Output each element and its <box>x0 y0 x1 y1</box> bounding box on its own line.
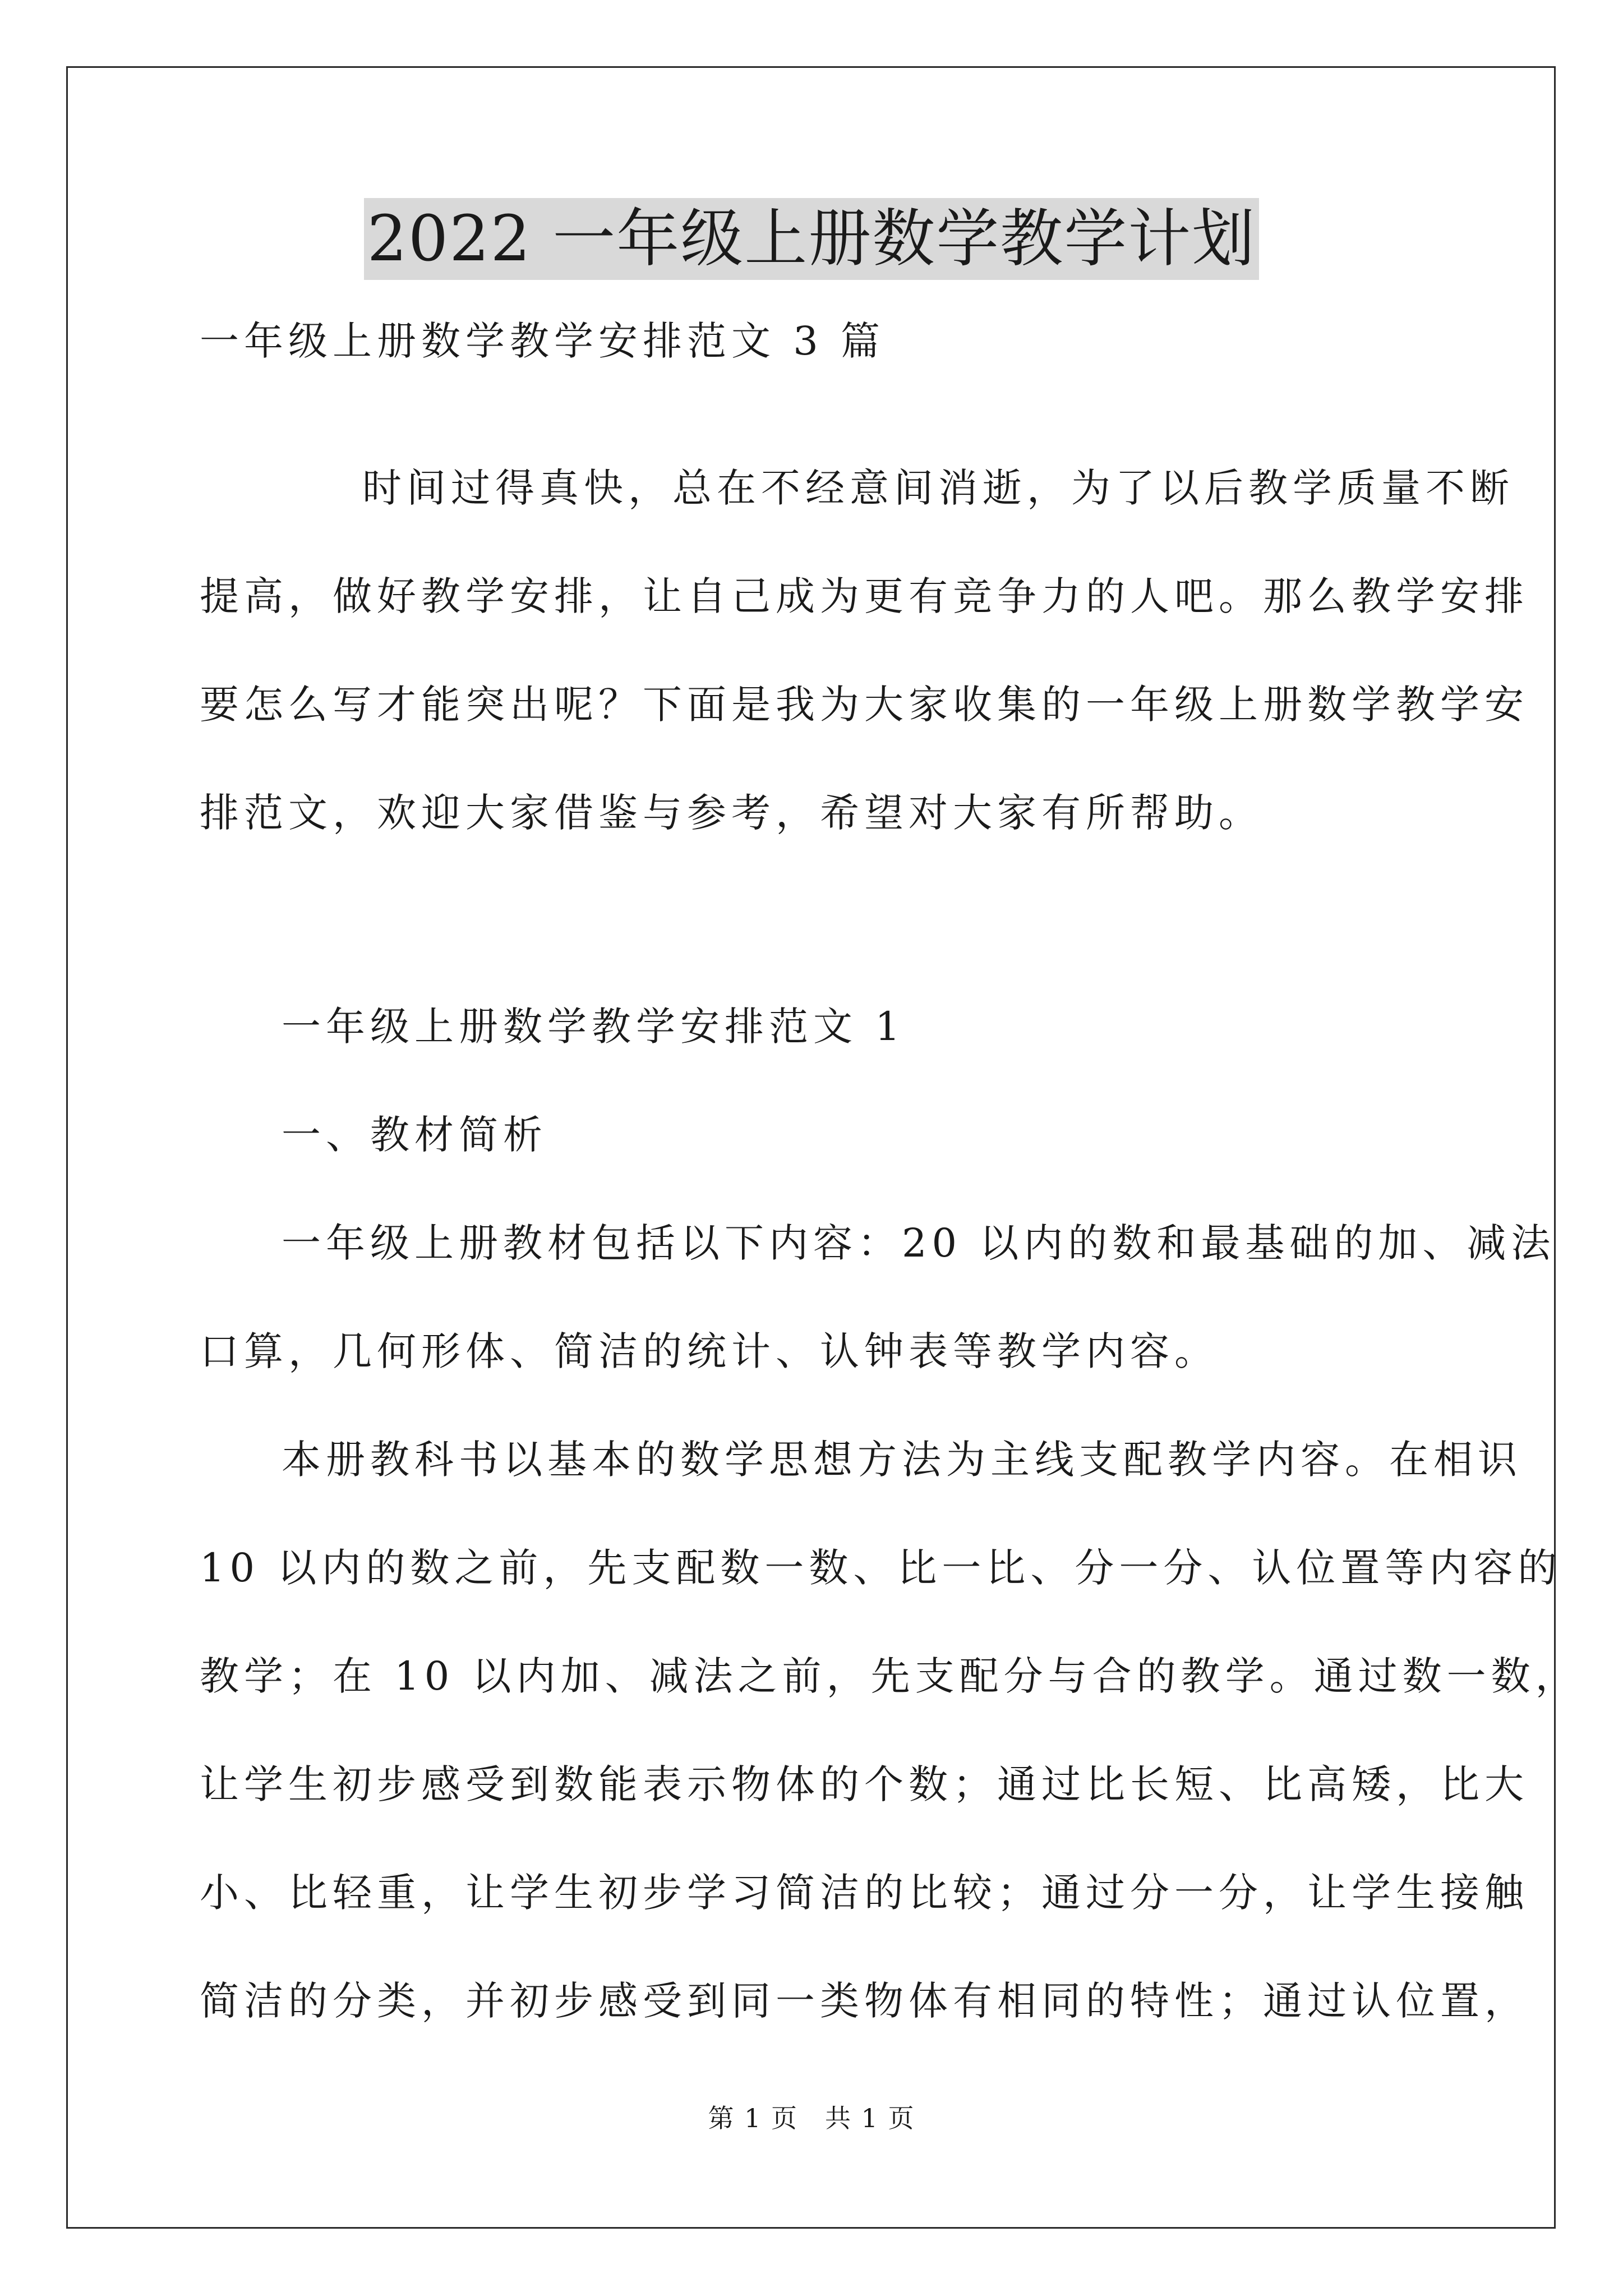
document-subtitle: 一年级上册数学教学安排范文 3 篇 <box>200 318 886 364</box>
intro-line-2: 提高，做好教学安排，让自己成为更有竞争力的人吧。那么教学安排 <box>200 573 1529 619</box>
intro-line-4: 排范文，欢迎大家借鉴与参考，希望对大家有所帮助。 <box>200 790 1263 836</box>
para2-line-2: 10 以内的数之前，先支配数一数、比一比、分一分、认位置等内容的 <box>200 1545 1562 1591</box>
document-title-text: 2022 一年级上册数学教学计划 <box>364 198 1260 280</box>
section-heading: 一年级上册数学教学安排范文 1 <box>282 1004 905 1050</box>
intro-line-1: 时间过得真快，总在不经意间消逝，为了以后教学质量不断 <box>362 465 1514 511</box>
para1-line-1: 一年级上册教材包括以下内容：20 以内的数和最基础的加、减法 <box>282 1220 1556 1266</box>
para2-line-3: 教学；在 10 以内加、减法之前，先支配分与合的教学。通过数一数， <box>200 1653 1580 1699</box>
page-number: 第 1 页 共 1 页 <box>708 2103 915 2133</box>
para2-line-6: 简洁的分类，并初步感受到同一类物体有相同的特性；通过认位置， <box>200 1978 1529 2024</box>
document-title <box>0 197 1623 280</box>
para1-line-2: 口算，几何形体、简洁的统计、认钟表等教学内容。 <box>200 1328 1219 1374</box>
intro-line-3: 要怎么写才能突出呢？下面是我为大家收集的一年级上册数学教学安 <box>200 682 1529 728</box>
para2-line-4: 让学生初步感受到数能表示物体的个数；通过比长短、比高矮，比大 <box>200 1761 1529 1807</box>
para2-line-5: 小、比轻重，让学生初步学习简洁的比较；通过分一分，让学生接触 <box>200 1870 1529 1916</box>
para2-line-1: 本册教科书以基本的数学思想方法为主线支配教学内容。在相识 <box>282 1437 1522 1483</box>
part-heading: 一、教材简析 <box>282 1112 547 1158</box>
section-body <box>200 999 1580 2081</box>
intro-paragraph <box>200 460 1529 893</box>
